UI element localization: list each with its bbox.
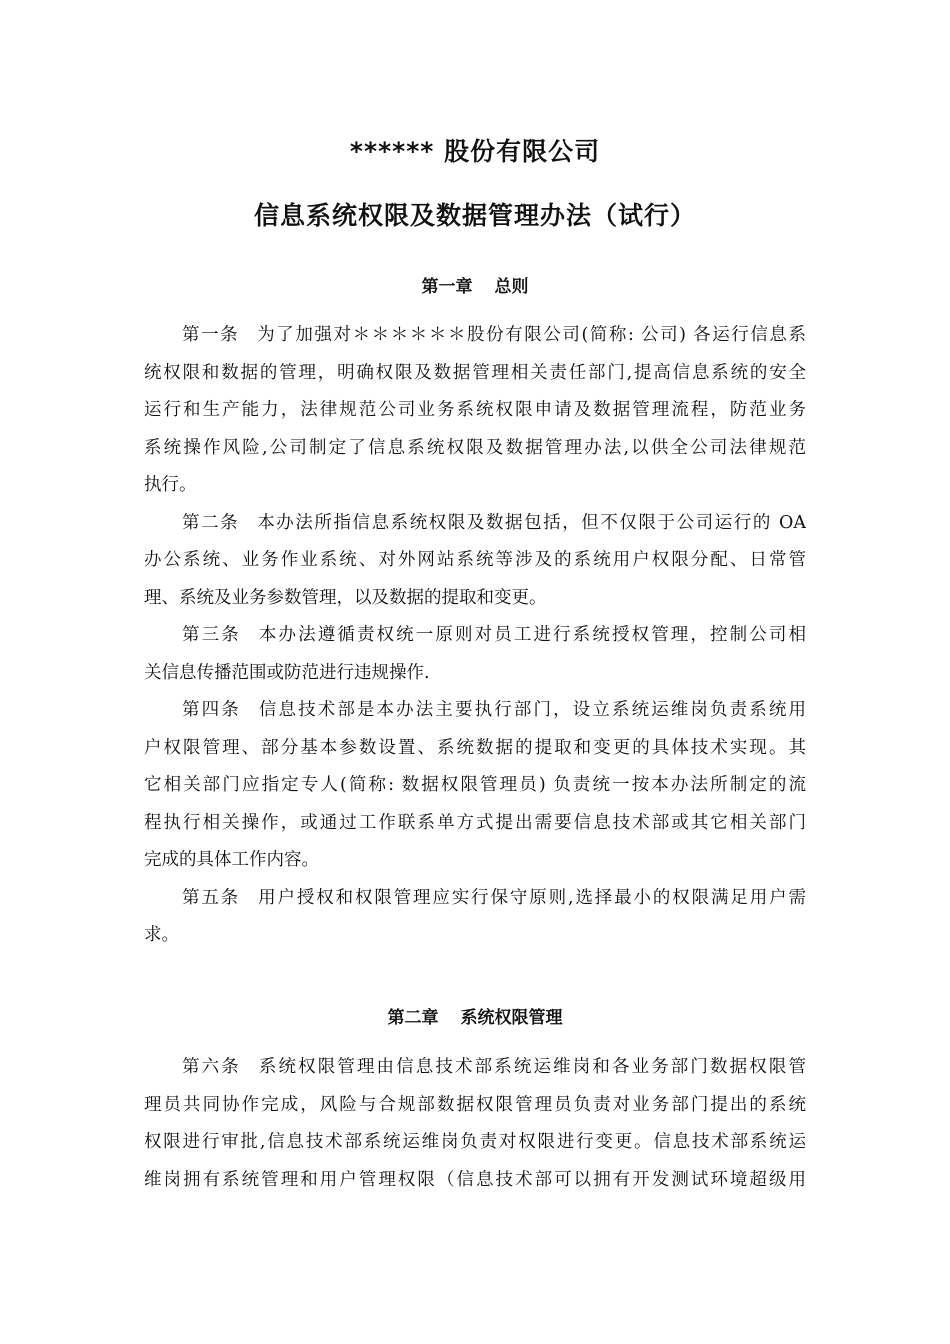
article-line: 理、系统及业务参数管理，以及数据的提取和变更。 bbox=[144, 587, 547, 608]
article-line: 办公系统、业务作业系统、对外网站系统等涉及的系统用户权限分配、日常管 bbox=[144, 550, 806, 570]
article-label: 第三条 bbox=[182, 625, 241, 645]
article-text: 为了加强对＊＊＊＊＊＊股份有限公司(简称: 公司) 各运行信息系 bbox=[257, 325, 806, 345]
article-line: 统权限和数据的管理，明确权限及数据管理相关责任部门,提高信息系统的安全 bbox=[144, 362, 806, 383]
article-line: 完成的具体工作内容。 bbox=[144, 850, 319, 870]
article-line: 理员共同协作完成，风险与合规部数据权限管理员负责对业务部门提出的系统 bbox=[144, 1094, 806, 1115]
article-line: 关信息传播范围或防范进行违规操作. bbox=[144, 662, 430, 683]
chapter-title: 总则 bbox=[494, 277, 529, 297]
chapter-number: 第二章 bbox=[387, 1008, 439, 1028]
chapter-number: 第一章 bbox=[421, 277, 473, 297]
chapter-heading bbox=[0, 1003, 950, 1028]
article-label: 第四条 bbox=[182, 700, 241, 720]
article-first-line bbox=[144, 317, 806, 355]
article-line: 系统操作风险,公司制定了信息系统权限及数据管理办法,以供全公司法律规范 bbox=[144, 437, 806, 458]
article-text: 用户授权和权限管理应实行保守原则,选择最小的权限满足用户需 bbox=[258, 887, 806, 908]
chapter-heading bbox=[0, 272, 950, 297]
article-label: 第六条 bbox=[182, 1057, 241, 1077]
article-label: 第一条 bbox=[182, 325, 240, 345]
company-name: ****** 股份有限公司 bbox=[349, 137, 601, 166]
article-line: 运行和生产能力，法律规范公司业务系统权限申请及数据管理流程，防范业务 bbox=[144, 400, 806, 420]
article-label: 第二条 bbox=[182, 512, 240, 533]
article-text: 信息技术部是本办法主要执行部门，设立系统运维岗负责系统用 bbox=[258, 700, 806, 720]
article-first-line bbox=[144, 505, 806, 543]
article-line: 它相关部门应指定专人(简称: 数据权限管理员) 负责统一按本办法所制定的流 bbox=[144, 775, 806, 795]
article-first-line bbox=[144, 1049, 806, 1087]
article-line: 户权限管理、部分基本参数设置、系统数据的提取和变更的具体技术实现。其 bbox=[144, 737, 806, 758]
article-line: 权限进行审批,信息技术部系统运维岗负责对权限进行变更。信息技术部系统运 bbox=[144, 1132, 806, 1152]
article-text: 本办法遵循责权统一原则对员工进行系统授权管理，控制公司相 bbox=[258, 625, 806, 645]
chapter-2-body bbox=[144, 1049, 806, 1199]
article-line: 求。 bbox=[144, 925, 179, 945]
article-text: 本办法所指信息系统权限及数据包括，但不仅限于公司运行的 OA bbox=[257, 512, 806, 533]
document-title: 信息系统权限及数据管理办法（试行） bbox=[253, 201, 696, 230]
article-line: 程执行相关操作，或通过工作联系单方式提出需要信息技术部或其它相关部门 bbox=[144, 812, 806, 833]
article-label: 第五条 bbox=[182, 887, 241, 908]
article-first-line bbox=[144, 692, 806, 730]
article-line: 执行。 bbox=[144, 475, 197, 495]
article-first-line bbox=[144, 617, 806, 655]
article-text: 系统权限管理由信息技术部系统运维岗和各业务部门数据权限管 bbox=[258, 1057, 806, 1077]
article-line: 维岗拥有系统管理和用户管理权限（信息技术部可以拥有开发测试环境超级用 bbox=[144, 1169, 806, 1190]
chapter-1-body bbox=[144, 317, 806, 955]
article-first-line bbox=[144, 880, 806, 918]
chapter-title: 系统权限管理 bbox=[460, 1008, 563, 1028]
